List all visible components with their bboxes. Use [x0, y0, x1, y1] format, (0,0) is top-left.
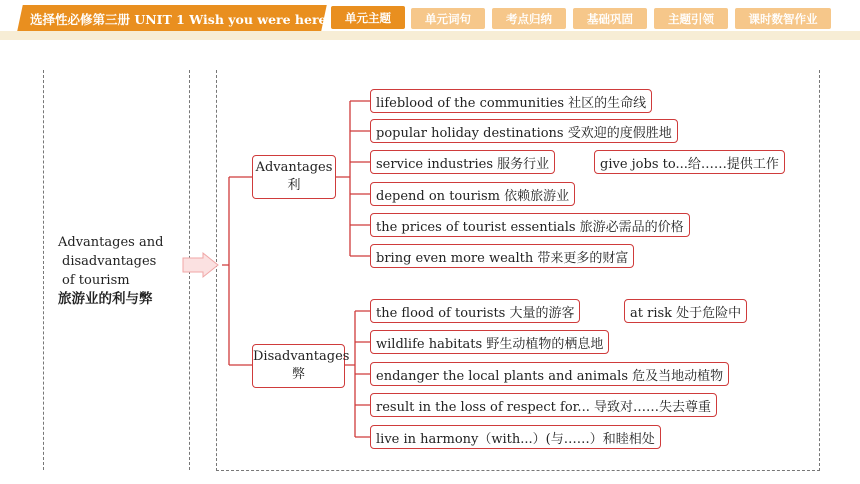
- disadvantage-item: result in the loss of respect for... 导致对……失去尊重: [370, 393, 717, 417]
- topic-cn: 旅游业的利与弊: [58, 291, 153, 307]
- disadvantages-category: [252, 344, 350, 388]
- tab-unit-words[interactable]: 单元词句: [411, 8, 485, 29]
- topic-label: [58, 233, 163, 309]
- advantage-item: popular holiday destinations 受欢迎的度假胜地: [370, 119, 678, 143]
- advantage-item: service industries 服务行业: [370, 150, 555, 174]
- advantages-category: [252, 155, 336, 199]
- advantage-item: lifeblood of the communities 社区的生命线: [370, 89, 652, 113]
- topic-en-line2: disadvantages: [62, 254, 157, 269]
- tab-key-points[interactable]: 考点归纳: [492, 8, 566, 29]
- disadvantage-item: wildlife habitats 野生动植物的栖息地: [370, 330, 609, 354]
- disadvantages-label-cn: 弊: [291, 367, 305, 382]
- advantage-extra-item: give jobs to...给……提供工作: [594, 150, 785, 174]
- arrow-icon: [183, 253, 218, 277]
- tab-digital-homework[interactable]: 课时数智作业: [735, 8, 831, 29]
- advantages-label-cn: 利: [287, 178, 301, 193]
- disadvantages-label-en: Disadvantages: [253, 349, 350, 364]
- advantage-item: depend on tourism 依赖旅游业: [370, 182, 575, 206]
- advantages-label-en: Advantages: [255, 160, 333, 175]
- tab-basic-practice[interactable]: 基础巩固: [573, 8, 647, 29]
- disadvantage-item: endanger the local plants and animals 危及当地动植物: [370, 362, 729, 386]
- disadvantage-extra-item: at risk 处于危险中: [624, 299, 747, 323]
- page-title: 选择性必修第三册 UNIT 1 Wish you were here: [30, 12, 327, 27]
- tab-unit-theme[interactable]: 单元主题: [331, 6, 405, 29]
- topic-en-line3: of tourism: [62, 273, 130, 288]
- disadvantage-item: live in harmony（with...）(与……）和睦相处: [370, 425, 661, 449]
- tab-theme-guide[interactable]: 主题引领: [654, 8, 728, 29]
- advantage-item: bring even more wealth 带来更多的财富: [370, 244, 634, 268]
- disadvantage-item: the flood of tourists 大量的游客: [370, 299, 580, 323]
- advantage-item: the prices of tourist essentials 旅游必需品的价格: [370, 213, 690, 237]
- topic-en-line1: Advantages and: [58, 235, 164, 250]
